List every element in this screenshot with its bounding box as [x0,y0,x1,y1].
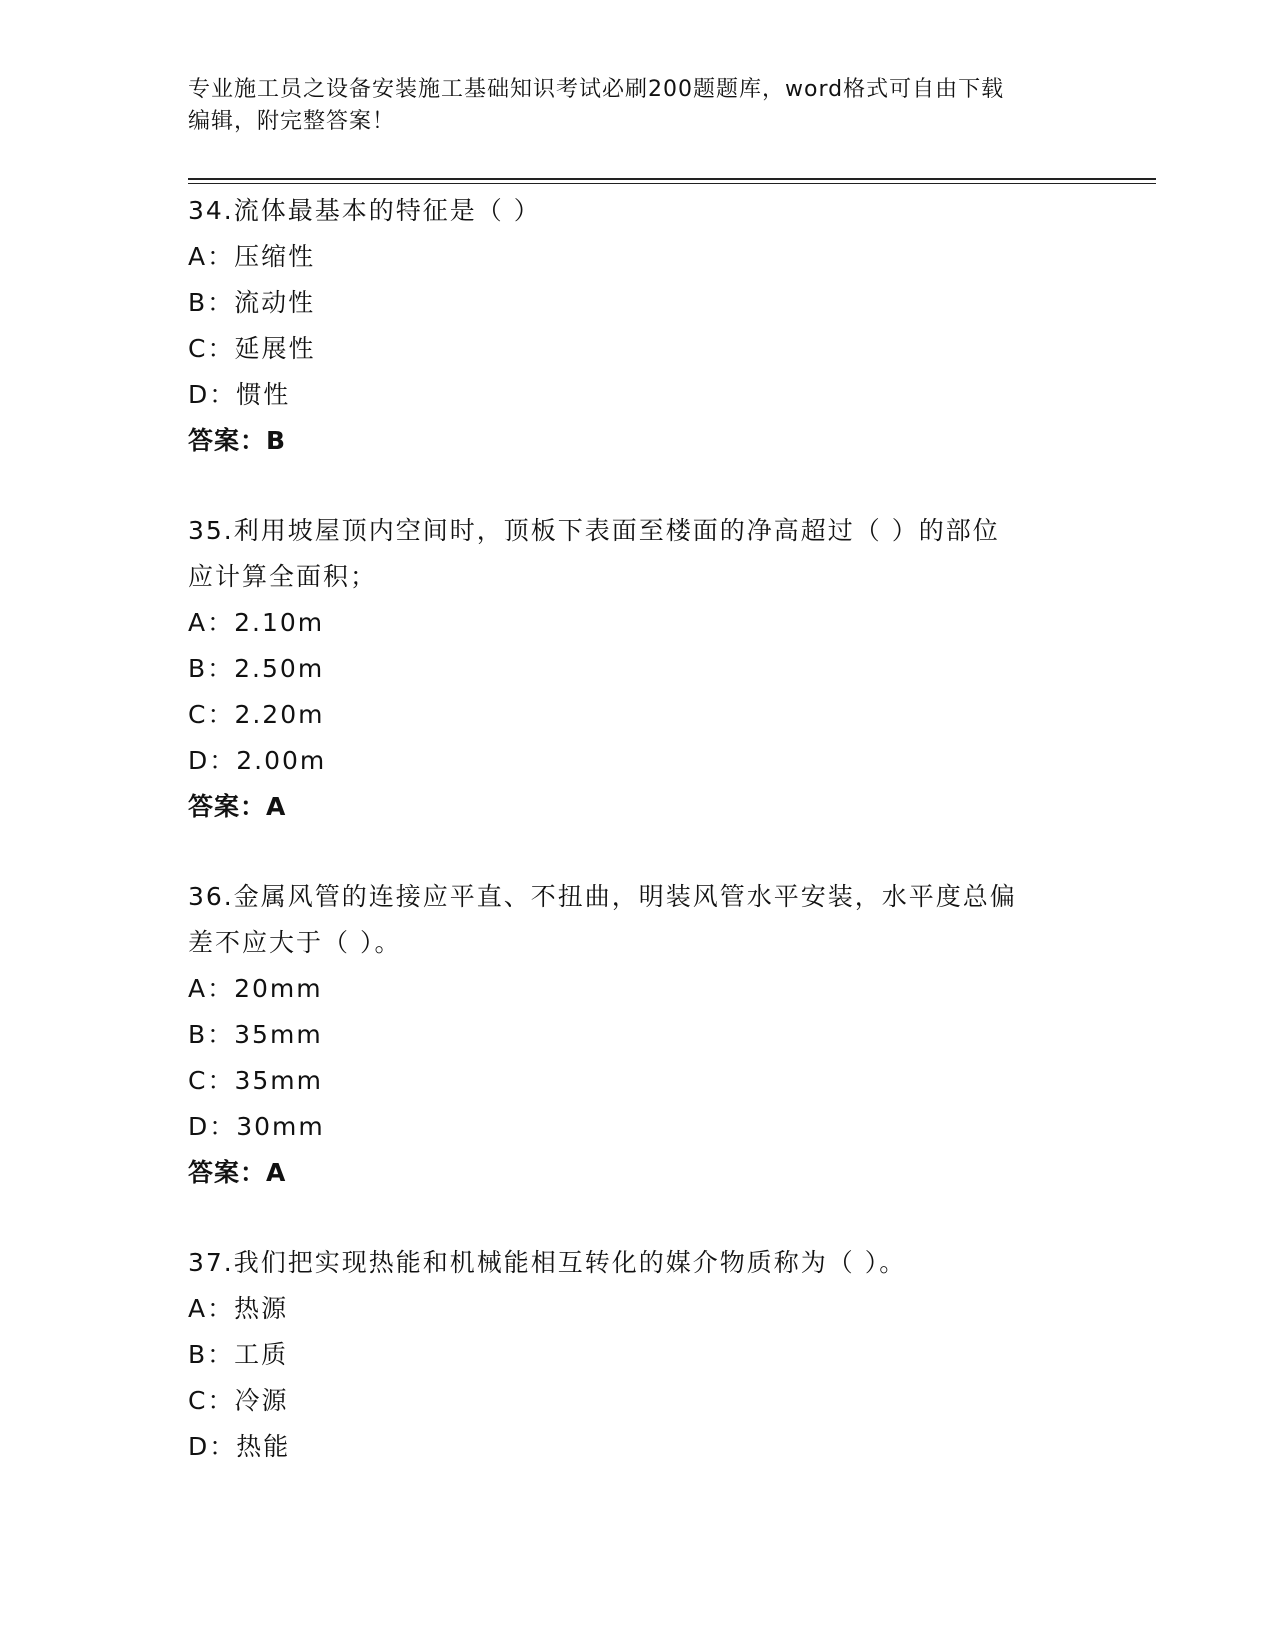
header-divider [188,178,1156,180]
option-c: C：2.20m [188,700,325,729]
question-stem: 35.利用坡屋顶内空间时，顶板下表面至楼面的净高超过（ ）的部位 [188,516,1000,545]
question-stem-continued: 应计算全面积； [188,562,378,591]
option-d: D：30mm [188,1112,325,1141]
option-b: B：工质 [188,1340,289,1369]
header-divider-thin [188,183,1156,184]
option-b: B：2.50m [188,654,325,683]
header-title-line-2: 编辑，附完整答案！ [188,109,396,134]
question-37 [188,1240,1088,1470]
question-stem-continued: 差不应大于（ ）。 [188,928,402,957]
question-34 [188,188,1088,464]
answer-line: 答案：B [188,426,287,455]
option-a: A：20mm [188,974,323,1003]
question-stem: 37.我们把实现热能和机械能相互转化的媒介物质称为（ ）。 [188,1248,907,1277]
option-b: B：流动性 [188,288,316,317]
question-35 [188,508,1088,830]
question-36 [188,874,1088,1196]
option-a: A：热源 [188,1294,289,1323]
answer-line: 答案：A [188,1158,287,1187]
question-stem: 36.金属风管的连接应平直、不扭曲，明装风管水平安装，水平度总偏 [188,882,1017,911]
option-a: A：2.10m [188,608,325,637]
option-c: C：35mm [188,1066,323,1095]
document-header [188,74,1088,138]
question-stem: 34.流体最基本的特征是（ ） [188,196,541,225]
option-c: C：延展性 [188,334,316,363]
option-b: B：35mm [188,1020,323,1049]
header-title-line-1: 专业施工员之设备安装施工基础知识考试必刷200题题库，word格式可自由下载 [188,77,1005,102]
answer-line: 答案：A [188,792,287,821]
option-c: C：冷源 [188,1386,289,1415]
option-d: D：热能 [188,1432,291,1461]
option-d: D：惯性 [188,380,291,409]
option-d: D：2.00m [188,746,327,775]
option-a: A：压缩性 [188,242,316,271]
